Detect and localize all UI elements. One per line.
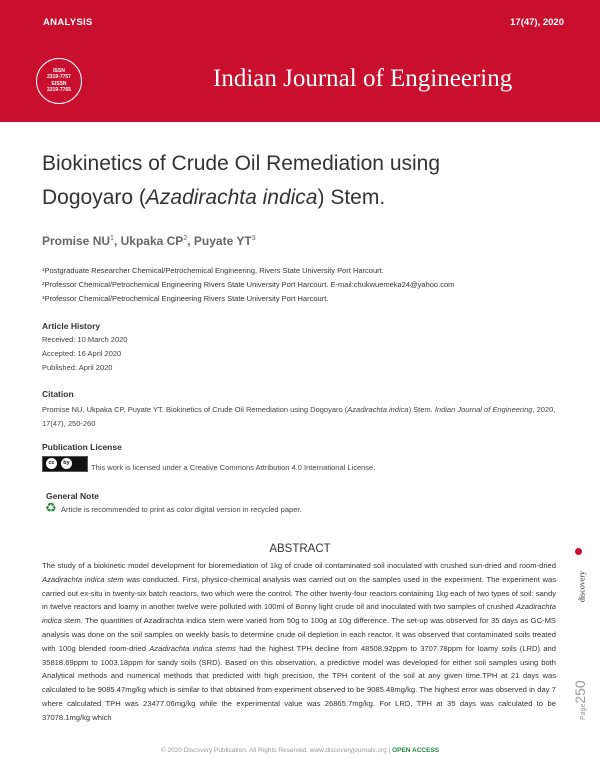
- section-label: ANALYSIS: [43, 17, 93, 28]
- general-note-text: Article is recommended to print as color digital version in recycled paper.: [61, 505, 302, 514]
- header-banner: [0, 0, 600, 122]
- issn-seal: [36, 58, 82, 104]
- affiliation-3: ³Professor Chemical/Petrochemical Engineering Rivers State University Port Harcourt.: [42, 294, 329, 303]
- title-line-2-post: ) Stem.: [317, 186, 386, 209]
- author-name: Promise NU: [42, 234, 111, 248]
- seal-line: 2319-7765: [47, 87, 71, 93]
- footer: [0, 747, 600, 754]
- footer-copyright: © 2020 Discovery Publication. All Rights Reserved. www.discoveryjournals.org: [160, 747, 387, 754]
- history-received: Received: 10 March 2020: [42, 335, 128, 344]
- abstract-seg: had the highest TPH decline from 48508.92ppm to 3707.78ppm for loamy soils (LRD) and 35818.69ppm to 1003.18ppm for sandy soils (SRD). Based on this observation, a predictive model was developed for either soil samples using both Analytical methods and numerical methods that predicted with high precision, the TPH content of the soil at any given time.TPH at 21 days was calculated to be 9085.47mg/kg which is similar to that obtained from experiment observed to be 9085.48mg/kg. The highest error was observed in day 7 where calculated TPH was 23477.06mg/kg while the experimental value was 26865.7mg/kg. For LRD, TPH at 35 days was calculated to be 37078.1mg/kg which: [42, 643, 556, 722]
- footer-divider: |: [388, 747, 391, 754]
- author-name: Ukpaka CP: [120, 234, 184, 248]
- logo-word: discovery: [577, 570, 587, 603]
- cc-by-badge: [42, 456, 88, 472]
- citation-part: Promise NU, Ukpaka CP, Puyate YT. Biokinetics of Crude Oil Remediation using Dogoyaro (: [42, 405, 348, 414]
- open-access-label: OPEN ACCESS: [392, 747, 440, 754]
- history-heading: Article History: [42, 321, 101, 331]
- abstract-body: [42, 559, 556, 725]
- author-sup: 2: [183, 235, 188, 242]
- title-species: Azadirachta indica: [145, 186, 318, 209]
- author-name: Puyate YT: [193, 234, 252, 248]
- abstract-seg-italic: Azadirachta indica stems: [149, 643, 236, 653]
- abstract-heading: ABSTRACT: [269, 543, 331, 555]
- abstract-seg-italic: Azadirachta indica: [42, 602, 556, 626]
- affiliation-2: ²Professor Chemical/Petrochemical Engineering Rivers State University Port Harcourt. E-mail:chukwuemeka24@yahoo.com: [42, 280, 455, 289]
- logo-dot: [575, 548, 582, 555]
- citation-text: [42, 403, 562, 431]
- recycle-icon: ♻: [45, 500, 57, 515]
- abstract-seg: was conducted. First, physico-chemical analysis was carried out on the samples used in the experiment. The experiment was carried out ex-situ in twenty-six batch reactors, two which were the control. The other twenty-four reactors containing 1kg each of two types of soil: sandy in twelve reactors and loamy in another twelve were polluted with 100ml of Bonny light crude oil and inoculated with two samples of crushed: [42, 574, 556, 612]
- author-sup: 1: [110, 235, 114, 242]
- page-value: 250: [572, 680, 588, 704]
- discovery-logo: [568, 546, 592, 616]
- abstract-seg: stem. The quantities of Azadirachta indica stem were varied from 50g to 100g at 10g difference. The set-up was observed for 35 days as GC-MS analysis was done on the soil samples on weekly basis to determine crude oil depletion in each reactor. It was observed that contaminated soils treated with 100g blended room-dried: [42, 616, 556, 653]
- seal-line: ISSN: [53, 68, 65, 74]
- title-line-1: Biokinetics of Crude Oil Remediation using: [42, 152, 441, 175]
- history-accepted: Accepted: 16 April 2020: [42, 349, 122, 358]
- citation-species: Azadirachta indica: [347, 405, 409, 414]
- license-heading: Publication License: [42, 442, 122, 452]
- author-sep: ,: [113, 234, 121, 248]
- cc-icon: cc: [46, 458, 57, 469]
- issue-number: 17(47), 2020: [510, 17, 564, 28]
- author-sup: 3: [251, 235, 256, 242]
- author-sep: ,: [187, 234, 194, 248]
- citation-heading: Citation: [42, 389, 74, 399]
- abstract-seg-italic: Azadirachta indica stem: [42, 574, 124, 584]
- affiliation-1: ¹Postgraduate Researcher Chemical/Petrochemical Engineering, Rivers State University Port Harcourt.: [42, 266, 384, 275]
- general-note-heading: General Note: [46, 491, 99, 501]
- abstract-seg: The study of a biokinetic model development for bioremediation of 1kg of crude oil contaminated soil inoculated with crushed sun-dried and room-dried: [42, 561, 556, 570]
- history-published: Published: April 2020: [42, 363, 113, 372]
- author-list: [42, 234, 256, 248]
- license-text: This work is licensed under a Creative Commons Attribution 4.0 International License.: [91, 463, 376, 472]
- page-label: Page: [580, 703, 587, 720]
- citation-part: , 2020, 17(47), 250-260: [42, 405, 556, 428]
- title-line-2-pre: Dogoyaro (: [42, 186, 146, 209]
- page-number: [572, 670, 590, 720]
- seal-line: 2319-7757: [47, 74, 71, 80]
- citation-part: ) Stem.: [408, 405, 435, 414]
- article-title: [42, 147, 562, 215]
- journal-name: Indian Journal of Engineering: [213, 65, 513, 92]
- by-icon: by: [61, 458, 72, 469]
- citation-journal: Indian Journal of Engineering: [434, 405, 533, 414]
- seal-line: EISSN: [51, 81, 67, 87]
